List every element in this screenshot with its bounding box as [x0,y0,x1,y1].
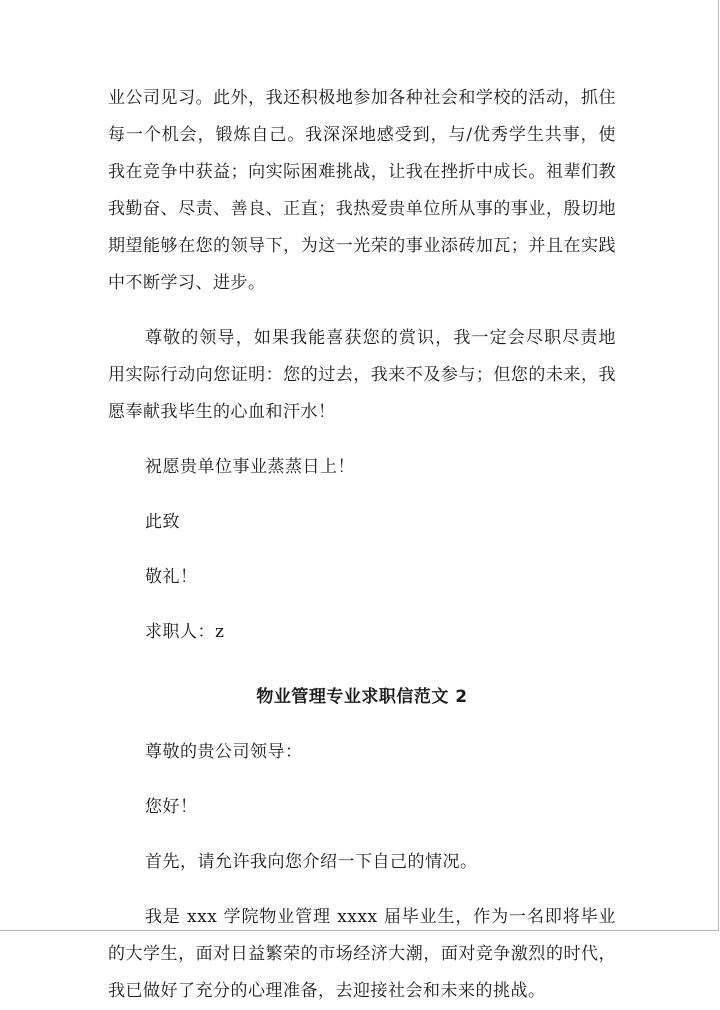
letter1-salutation-line1: 此致 [145,512,180,532]
document-body [108,80,616,1010]
letter2-intro: 首先，请允许我向您介绍一下自己的情况。 [145,852,478,872]
letter1-signature: 求职人：z [145,622,225,642]
letter2-hello: 您好！ [145,797,198,817]
letter1-paragraph-continued: 业公司见习。此外，我还积极地参加各种社会和学校的活动，抓住每一个机会，锻炼自己。我深深地感受到，与/优秀学生共事，使我在竞争中获益；向实际困难挑战，让我在挫折中成长。祖辈们教我勤奋、尽责、善良、正直；我热爱贵单位所从事的事业，殷切地期望能够在您的领导下，为这一光荣的事业添砖加瓦；并且在实践中不断学习、进步。 [108,88,616,293]
letter1-closing-paragraph: 尊敬的领导，如果我能喜获您的赏识，我一定会尽职尽责地用实际行动向您证明：您的过去，我来不及参与；但您的未来，我愿奉献我毕生的心血和汗水！ [108,328,616,422]
letter2-paragraph-1: 我是 xxx 学院物业管理 xxxx 届毕业生，作为一名即将毕业的大学生，面对日益繁荣的市场经济大潮，面对竞争激烈的时代，我已做好了充分的心理准备，去迎接社会和未来的挑战。 [108,907,616,1001]
letter1-salutation-line2: 敬礼！ [145,567,198,587]
letter2-title: 物业管理专业求职信范文 2 [256,687,468,707]
letter2-greeting: 尊敬的贵公司领导： [145,742,303,762]
letter1-wish: 祝愿贵单位事业蒸蒸日上！ [145,457,355,477]
